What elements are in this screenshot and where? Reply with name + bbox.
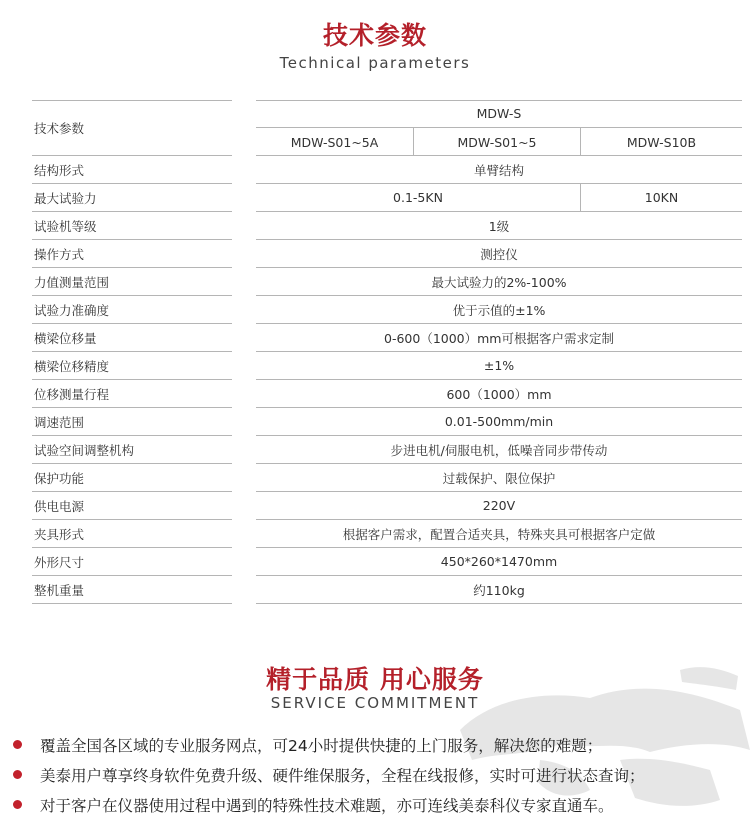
row-value: 优于示值的±1% xyxy=(452,302,546,318)
row-value: 约110kg xyxy=(473,582,525,598)
section-title-service: 精于品质 用心服务 xyxy=(266,665,484,694)
row-label: 整机重量 xyxy=(32,576,232,604)
row-label: 试验空间调整机构 xyxy=(32,436,232,464)
row-label: 试验机等级 xyxy=(32,212,232,240)
row-label: 最大试验力 xyxy=(32,184,232,212)
bullet-dot-icon xyxy=(13,770,22,779)
section-subtitle-tech-params: Technical parameters xyxy=(279,54,471,72)
table-row xyxy=(32,576,742,604)
row-label: 力值测量范围 xyxy=(32,268,232,296)
table-row xyxy=(32,548,742,576)
row-value: 10KN xyxy=(580,184,742,211)
list-item-text: 美泰用户尊享终身软件免费升级、硬件维保服务，全程在线报修，实时可进行状态查询； xyxy=(40,767,645,785)
row-value: 600（1000）mm xyxy=(446,386,552,402)
row-label: 保护功能 xyxy=(32,464,232,492)
row-value: 步进电机/伺服电机，低噪音同步带传动 xyxy=(390,442,608,458)
model-header: MDW-S01~5 xyxy=(413,128,580,156)
model-header: MDW-S10B xyxy=(580,128,742,156)
section-title-tech-params: 技术参数 xyxy=(322,21,427,50)
row-value: 测控仪 xyxy=(480,246,518,262)
table-row xyxy=(32,408,742,436)
table-row xyxy=(32,324,742,352)
row-label: 调速范围 xyxy=(32,408,232,436)
table-row xyxy=(32,492,742,520)
row-value: 根据客户需求，配置合适夹具，特殊夹具可根据客户定做 xyxy=(342,526,656,542)
row-value: 0-600（1000）mm可根据客户需求定制 xyxy=(384,330,614,346)
table-row xyxy=(32,240,742,268)
table-header-row xyxy=(32,100,742,156)
row-value: ±1% xyxy=(483,358,515,373)
row-value: 0.1-5KN xyxy=(393,190,443,205)
table-row xyxy=(32,436,742,464)
row-label: 结构形式 xyxy=(32,156,232,184)
row-label: 横梁位移量 xyxy=(32,324,232,352)
model-group-header: MDW-S xyxy=(256,100,742,128)
table-row xyxy=(32,380,742,408)
bullet-dot-icon xyxy=(13,740,22,749)
row-value: 220V xyxy=(482,498,516,513)
row-label: 试验力准确度 xyxy=(32,296,232,324)
list-item-text: 对于客户在仪器使用过程中遇到的特殊性技术难题，亦可连线美泰科仪专家直通车。 xyxy=(40,797,614,815)
table-header-label: 技术参数 xyxy=(32,100,232,156)
row-label: 操作方式 xyxy=(32,240,232,268)
table-row xyxy=(32,464,742,492)
list-item xyxy=(0,760,750,788)
model-header: MDW-S01~5A xyxy=(290,134,379,150)
table-row xyxy=(32,184,742,212)
row-value: 单臂结构 xyxy=(473,162,524,178)
row-value: 最大试验力的2%-100% xyxy=(431,274,567,290)
table-row xyxy=(32,520,742,548)
row-label: 位移测量行程 xyxy=(32,380,232,408)
row-value: 450*260*1470mm xyxy=(440,554,558,569)
table-row xyxy=(32,296,742,324)
row-label: 供电电源 xyxy=(32,492,232,520)
bullet-dot-icon xyxy=(13,800,22,809)
row-value: 1级 xyxy=(488,218,510,234)
table-row xyxy=(32,352,742,380)
list-item xyxy=(0,730,750,758)
list-item-text: 覆盖全国各区域的专业服务网点，可24小时提供快捷的上门服务，解决您的难题； xyxy=(40,737,603,755)
table-row xyxy=(32,156,742,184)
row-label: 外形尺寸 xyxy=(32,548,232,576)
section-subtitle-service: SERVICE COMMITMENT xyxy=(270,694,480,712)
table-row xyxy=(32,268,742,296)
list-item xyxy=(0,790,750,818)
table-row xyxy=(32,212,742,240)
row-label: 夹具形式 xyxy=(32,520,232,548)
row-value: 过载保护、限位保护 xyxy=(442,470,556,486)
row-label: 横梁位移精度 xyxy=(32,352,232,380)
row-value: 0.01-500mm/min xyxy=(444,414,554,429)
